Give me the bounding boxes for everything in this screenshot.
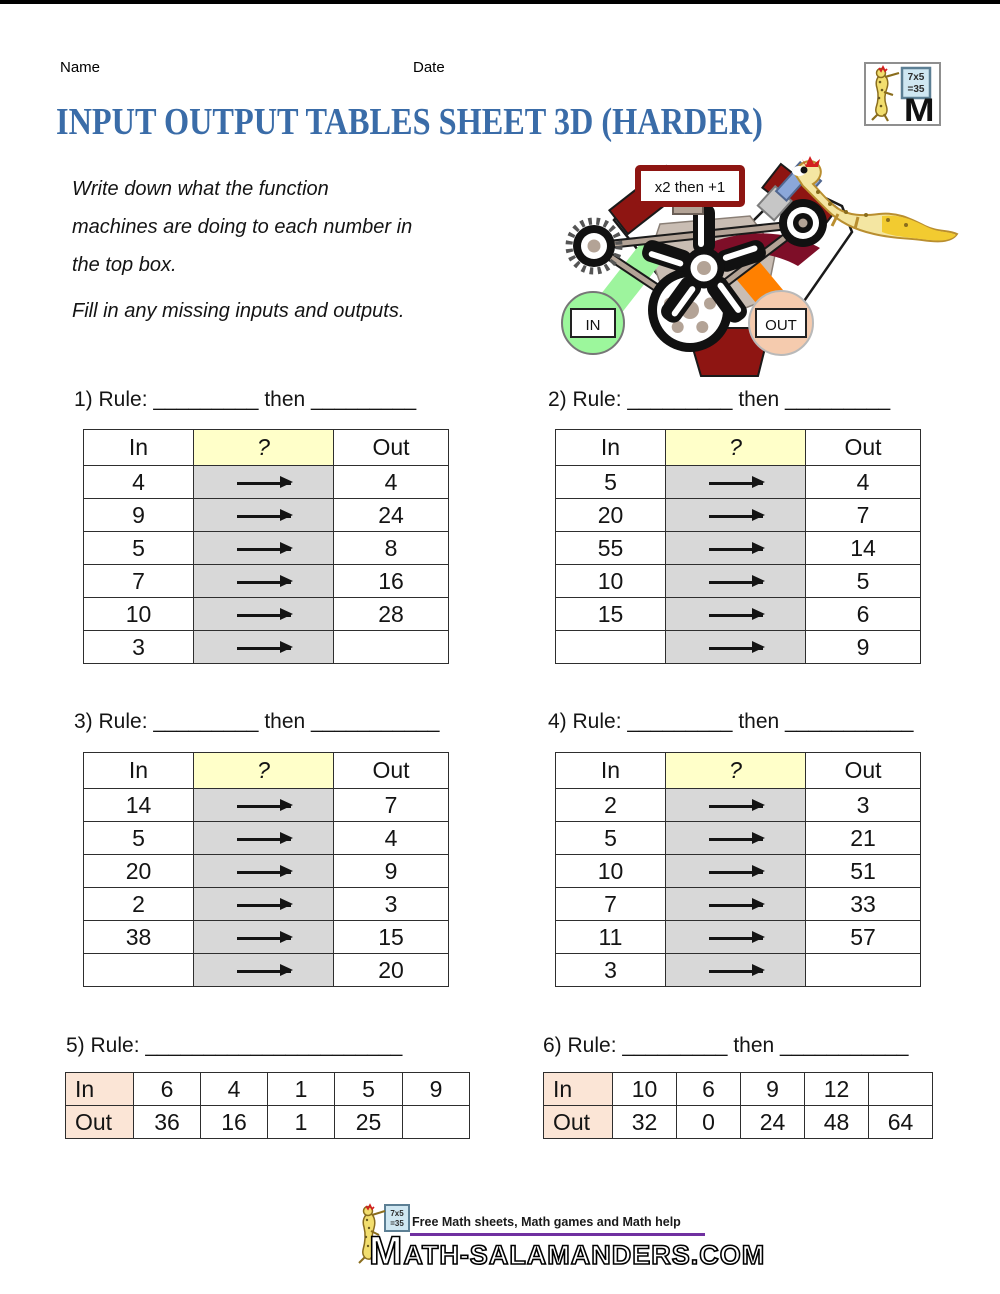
arrow-icon [237,647,291,649]
arrow-icon [709,838,763,840]
header-in: In [84,430,194,466]
table-row [84,888,449,921]
header-in: In [556,753,666,789]
top-rule-thick [0,0,1000,4]
problem-5-label: 5) Rule: ______________________ [66,1034,403,1057]
in-cell: 4 [201,1073,268,1106]
rule-cell [194,532,334,565]
rule-cell [666,888,806,921]
rule-cell [666,565,806,598]
brand-badge [864,62,941,126]
date-label: Date [413,59,445,76]
calc-line1: 7x5 [907,72,925,83]
table-row [84,631,449,664]
table-row [84,598,449,631]
rule-cell [194,855,334,888]
table-row [84,532,449,565]
in-cell: 3 [556,954,666,987]
instructions-paragraph-1 [72,170,412,284]
table-row [556,954,921,987]
out-cell: 3 [334,888,449,921]
rule-cell [666,499,806,532]
in-cell: 10 [556,855,666,888]
io-table-5 [65,1072,470,1139]
in-cell: 12 [805,1073,869,1106]
out-cell: 7 [806,499,921,532]
out-cell: 64 [869,1106,933,1139]
rule-cell [666,532,806,565]
brand-badge-illustration [866,64,939,124]
out-cell [334,631,449,664]
io-table-4 [555,752,921,987]
problem-1-label: 1) Rule: _________ then _________ [74,388,417,411]
arrow-icon [709,581,763,583]
table-header-row [556,430,921,466]
in-cell: 10 [556,565,666,598]
row-header-in: In [544,1073,613,1106]
arrow-icon [709,515,763,517]
in-label: IN [585,317,601,334]
in-cell: 6 [134,1073,201,1106]
in-cell: 9 [741,1073,805,1106]
in-cell: 38 [84,921,194,954]
table-row-out [66,1106,470,1139]
in-cell: 5 [335,1073,403,1106]
rule-cell [666,855,806,888]
in-cell: 3 [84,631,194,664]
arrow-icon [709,482,763,484]
problem-6-label: 6) Rule: _________ then ___________ [543,1034,909,1057]
rule-cell [666,822,806,855]
out-cell: 5 [806,565,921,598]
in-cell: 5 [556,822,666,855]
in-cell: 20 [84,855,194,888]
table-row [556,822,921,855]
out-cell: 24 [741,1106,805,1139]
rule-cell [194,565,334,598]
in-cell: 4 [84,466,194,499]
footer-site-name: MATH-SALAMANDERS.COM [369,1229,766,1273]
in-cell: 1 [268,1073,335,1106]
in-cell: 7 [556,888,666,921]
table-row [84,565,449,598]
table-row [556,921,921,954]
calc-line1: 7x5 [390,1209,404,1218]
in-cell: 2 [84,888,194,921]
rule-cell [666,631,806,664]
in-cell: 11 [556,921,666,954]
out-cell [806,954,921,987]
header-out: Out [806,753,921,789]
instructions-line: the top box. [72,254,177,276]
table-row [84,499,449,532]
in-cell: 5 [556,466,666,499]
arrow-icon [709,805,763,807]
row-header-out: Out [66,1106,134,1139]
out-cell: 20 [334,954,449,987]
function-machine-illustration [552,150,964,378]
table-header-row [84,430,449,466]
monogram-m: M [903,93,935,124]
in-cell [84,954,194,987]
header-in: In [556,430,666,466]
rule-cell [194,631,334,664]
table-row [84,822,449,855]
in-cell [869,1073,933,1106]
arrow-icon [709,904,763,906]
arrow-icon [709,970,763,972]
out-cell: 36 [134,1106,201,1139]
in-cell: 5 [84,532,194,565]
arrow-icon [237,515,291,517]
calc-line2: =35 [390,1219,404,1228]
out-cell: 51 [806,855,921,888]
row-header-out: Out [544,1106,613,1139]
in-cell: 10 [613,1073,677,1106]
table-row [556,565,921,598]
out-cell: 32 [613,1106,677,1139]
header-out: Out [334,753,449,789]
arrow-icon [237,581,291,583]
in-cell: 9 [403,1073,470,1106]
arrow-icon [709,871,763,873]
out-cell: 28 [334,598,449,631]
out-cell: 21 [806,822,921,855]
arrow-icon [709,614,763,616]
out-cell: 33 [806,888,921,921]
in-cell: 9 [84,499,194,532]
instructions-line: Write down what the function [72,178,329,200]
table-row [556,855,921,888]
out-cell: 57 [806,921,921,954]
table-row-in [66,1073,470,1106]
rule-cell [194,888,334,921]
arrow-icon [237,871,291,873]
row-header-in: In [66,1073,134,1106]
rule-cell [194,822,334,855]
table-header-row [84,753,449,789]
out-cell: 48 [805,1106,869,1139]
name-label: Name [60,59,101,76]
page-title: INPUT OUTPUT TABLES SHEET 3D (HARDER) [56,101,763,143]
out-cell [403,1106,470,1139]
table-row [84,921,449,954]
header-question: ? [194,753,334,789]
io-table-6 [543,1072,933,1139]
arrow-icon [237,548,291,550]
rule-cell [666,921,806,954]
in-cell: 55 [556,532,666,565]
in-cell: 7 [84,565,194,598]
rule-cell [194,598,334,631]
table-row [556,532,921,565]
arrow-icon [237,838,291,840]
out-cell: 4 [806,466,921,499]
out-cell: 9 [806,631,921,664]
arrow-icon [709,937,763,939]
out-cell: 9 [334,855,449,888]
out-cell: 16 [201,1106,268,1139]
out-cell: 4 [334,822,449,855]
sprocket-wheel [569,221,619,271]
header-in: In [84,753,194,789]
arrow-icon [237,614,291,616]
out-cell: 6 [806,598,921,631]
arrow-icon [237,904,291,906]
table-row [556,598,921,631]
salamander-icon [872,67,899,121]
out-cell: 24 [334,499,449,532]
problem-4-label: 4) Rule: _________ then ___________ [548,710,914,733]
out-cell: 0 [677,1106,741,1139]
instructions-line: machines are doing to each number in [72,216,413,238]
in-port [562,292,624,354]
in-cell: 6 [677,1073,741,1106]
table-row-in [544,1073,933,1106]
table-header-row [556,753,921,789]
out-cell: 16 [334,565,449,598]
out-label: OUT [765,317,797,334]
in-cell: 2 [556,789,666,822]
table-row [556,888,921,921]
arrow-icon [709,647,763,649]
rule-cell [666,954,806,987]
header-question: ? [194,430,334,466]
in-cell [556,631,666,664]
io-table-1 [83,429,449,664]
out-cell: 8 [334,532,449,565]
header-out: Out [806,430,921,466]
in-cell: 20 [556,499,666,532]
arrow-icon [709,548,763,550]
problem-2-label: 2) Rule: _________ then _________ [548,388,891,411]
problem-3-label: 3) Rule: _________ then ___________ [74,710,440,733]
table-row [556,789,921,822]
table-row [84,954,449,987]
out-cell: 1 [268,1106,335,1139]
rule-cell [194,789,334,822]
out-port [749,291,813,355]
io-table-3 [83,752,449,987]
footer-tagline: Free Math sheets, Math games and Math help [412,1215,681,1229]
rule-cell [666,789,806,822]
arrow-icon [237,937,291,939]
out-cell: 7 [334,789,449,822]
in-cell: 5 [84,822,194,855]
header-question: ? [666,753,806,789]
rule-cell [194,954,334,987]
out-cell: 3 [806,789,921,822]
table-row [84,466,449,499]
out-cell: 4 [334,466,449,499]
instructions-paragraph-2: Fill in any missing inputs and outputs. [72,300,405,322]
io-table-2 [555,429,921,664]
in-cell: 14 [84,789,194,822]
out-cell: 14 [806,532,921,565]
out-cell: 25 [335,1106,403,1139]
table-row [556,499,921,532]
header-out: Out [334,430,449,466]
rule-cell [666,466,806,499]
machine-rule-label: x2 then +1 [654,179,726,196]
arrow-icon [237,805,291,807]
arrow-icon [237,970,291,972]
table-row [84,789,449,822]
in-cell: 15 [556,598,666,631]
rule-cell [666,598,806,631]
table-row-out [544,1106,933,1139]
rule-cell [194,499,334,532]
table-row [84,855,449,888]
calc-line2: =35 [907,84,925,95]
header-question: ? [666,430,806,466]
table-row [556,631,921,664]
in-cell: 10 [84,598,194,631]
rule-cell [194,921,334,954]
arrow-icon [237,482,291,484]
out-cell: 15 [334,921,449,954]
table-row [556,466,921,499]
rule-cell [194,466,334,499]
